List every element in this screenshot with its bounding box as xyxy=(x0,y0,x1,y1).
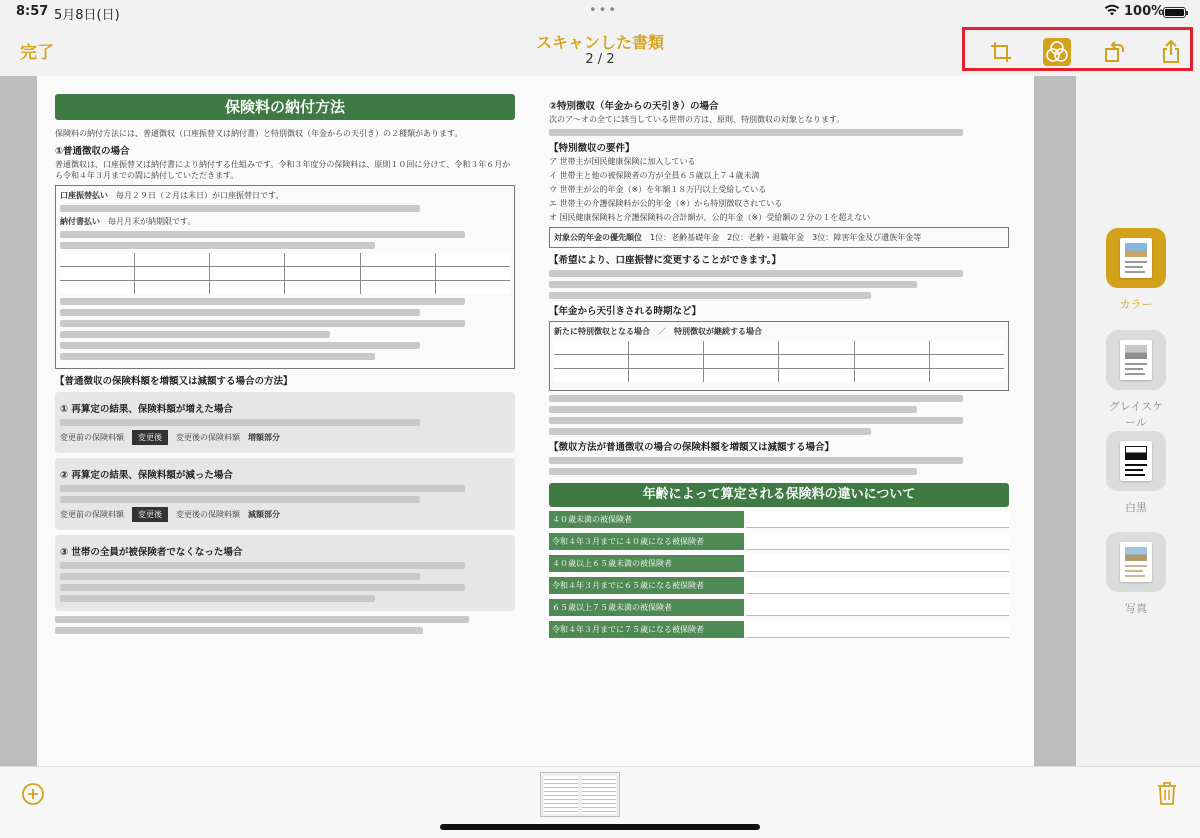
household-box xyxy=(55,535,515,611)
before-label-1: 変更前の保険料額 xyxy=(60,433,124,442)
row-label-2: 納付書払い xyxy=(60,217,100,226)
photo-filter-icon xyxy=(1106,532,1166,592)
timing-head-2: 特別徴収が継続する場合 xyxy=(674,327,762,336)
requirement-d: エ 世帯主の介護保険料が公的年金（※）から特別徴収されている xyxy=(549,199,783,208)
left-sec2-2: ② 再算定の結果、保険料額が減った場合 xyxy=(60,470,233,481)
priority-text: 1位：老齢基礎年金 2位：老齢・退職年金 3位：障害年金及び遺族年金等 xyxy=(650,233,922,242)
filter-color[interactable] xyxy=(1106,228,1166,312)
decrease-label: 減額部分 xyxy=(248,510,280,519)
after-label-1: 変更後の保険料額 xyxy=(176,433,240,442)
row-text-1: 毎月２９日（２月は末日）が口座振替日です。 xyxy=(116,191,284,200)
increase-box xyxy=(55,392,515,453)
left-column xyxy=(55,94,515,764)
multitasking-dots-icon[interactable]: ••• xyxy=(589,3,619,18)
left-sec1-heading: ①普通徴収の場合 xyxy=(55,146,130,157)
timing-head-1: 新たに特別徴収となる場合 xyxy=(554,327,650,336)
requirement-e: オ 国民健康保険料と介護保険料の合計額が、公的年金（※）受給額の２分の１を超えない xyxy=(549,213,871,222)
filter-grayscale[interactable] xyxy=(1106,330,1166,430)
age-row-1: ４０歳未満の被保険者 xyxy=(549,511,744,528)
row-text-2: 毎月月末が納期限です。 xyxy=(108,217,196,226)
page-thumbnail[interactable] xyxy=(540,772,620,817)
status-time: 8:57 xyxy=(16,4,49,19)
priority-label: 対象公的年金の優先順位 xyxy=(554,233,642,242)
share-button[interactable] xyxy=(1157,38,1185,66)
before-label-2: 変更前の保険料額 xyxy=(60,510,124,519)
crop-icon xyxy=(989,40,1013,64)
share-icon xyxy=(1159,40,1183,64)
age-row-4: 令和４年３月までに６５歳になる被保険者 xyxy=(549,577,744,594)
status-date: 5月8日(日) xyxy=(54,8,120,23)
left-sec2-heading: 【普通徴収の保険料額を増額又は減額する場合の方法】 xyxy=(55,376,293,387)
left-sec2-3: ③ 世帯の全員が被保険者でなくなった場合 xyxy=(60,547,243,558)
right-sec3-heading: 【希望により、口座振替に変更することができます。】 xyxy=(549,255,781,266)
page-indicator: 2 / 2 xyxy=(585,52,615,67)
decrease-box xyxy=(55,458,515,530)
requirement-b: イ 世帯主と他の被保険者の方が全員６５歳以上７４歳未満 xyxy=(549,171,760,180)
right-banner: 年齢によって算定される保険料の違いについて xyxy=(549,483,1009,507)
filter-button[interactable] xyxy=(1043,38,1071,66)
left-sec2-1: ① 再算定の結果、保険料額が増えた場合 xyxy=(60,404,233,415)
filter-bw-label: 白黒 xyxy=(1125,501,1147,514)
rotate-icon xyxy=(1103,40,1127,64)
filter-grayscale-label: グレイスケール xyxy=(1108,400,1164,429)
filter-photo[interactable] xyxy=(1106,532,1166,616)
grayscale-filter-icon xyxy=(1106,330,1166,390)
rotate-button[interactable] xyxy=(1101,38,1129,66)
age-table xyxy=(549,511,1009,641)
delete-button[interactable] xyxy=(1155,780,1179,806)
filter-bw[interactable] xyxy=(1106,431,1166,515)
right-sec5-heading: 【徴収方法が普通徴収の場合の保険料額を増額又は減額する場合】 xyxy=(549,442,835,453)
filter-photo-label: 写真 xyxy=(1125,602,1147,615)
payment-table xyxy=(55,185,515,369)
battery-icon xyxy=(1163,7,1186,18)
increase-label: 増額部分 xyxy=(248,433,280,442)
add-page-button[interactable] xyxy=(21,782,45,806)
right-sec2-heading: 【特別徴収の要件】 xyxy=(549,143,635,154)
change-pill-2: 変更後 xyxy=(132,507,168,522)
home-indicator[interactable] xyxy=(440,824,760,830)
plus-circle-icon xyxy=(21,782,45,806)
left-banner: 保険料の納付方法 xyxy=(55,94,515,120)
priority-box xyxy=(549,227,1009,248)
age-row-6: 令和４年３月までに７５歳になる被保険者 xyxy=(549,621,744,638)
filter-sidebar xyxy=(1076,76,1200,766)
right-column xyxy=(549,94,1009,764)
color-filter-icon xyxy=(1106,228,1166,288)
crop-button[interactable] xyxy=(987,38,1015,66)
filter-icon xyxy=(1045,40,1069,64)
trash-icon xyxy=(1155,780,1179,806)
right-sec1-text: 次のア〜オの全てに該当している世帯の方は、原則、特別徴収の対象となります。 xyxy=(549,115,845,124)
done-button[interactable]: 完了 xyxy=(20,43,54,63)
change-pill-1: 変更後 xyxy=(132,430,168,445)
age-row-2: 令和４年３月までに４０歳になる被保険者 xyxy=(549,533,744,550)
left-sec1-text: 普通徴収は、口座振替又は納付書により納付する仕組みです。令和３年度分の保険料は、原則１０回に分けて、令和３年６月から令和４年３月までの間に納付していただきます。 xyxy=(55,160,511,180)
after-label-2: 変更後の保険料額 xyxy=(176,510,240,519)
bw-filter-icon xyxy=(1106,431,1166,491)
scanned-document-page[interactable] xyxy=(37,76,1034,766)
age-row-3: ４０歳以上６５歳未満の被保険者 xyxy=(549,555,744,572)
left-intro: 保険料の納付方法には、普通徴収（口座振替又は納付書）と特別徴収（年金からの天引き）の２種類があります。 xyxy=(55,129,463,138)
requirement-a: ア 世帯主が国民健康保険に加入している xyxy=(549,157,696,166)
filter-color-label: カラー xyxy=(1119,298,1153,311)
right-sec1-heading: ②特別徴収（年金からの天引き）の場合 xyxy=(549,101,719,112)
battery-percent: 100% xyxy=(1124,4,1165,19)
right-sec4-heading: 【年金から天引きされる時期など】 xyxy=(549,306,702,317)
wifi-icon xyxy=(1104,4,1120,20)
age-row-5: ６５歳以上７５歳未満の被保険者 xyxy=(549,599,744,616)
edit-toolbar xyxy=(962,27,1193,71)
status-bar xyxy=(0,0,1200,24)
timing-table: 新たに特別徴収となる場合 ／ 特別徴収が継続する場合 xyxy=(549,321,1009,391)
requirement-c: ウ 世帯主が公的年金（※）を年額１８万円以上受給している xyxy=(549,185,767,194)
document-title: スキャンした書類 xyxy=(535,33,664,52)
row-label-1: 口座振替払い xyxy=(60,191,108,200)
